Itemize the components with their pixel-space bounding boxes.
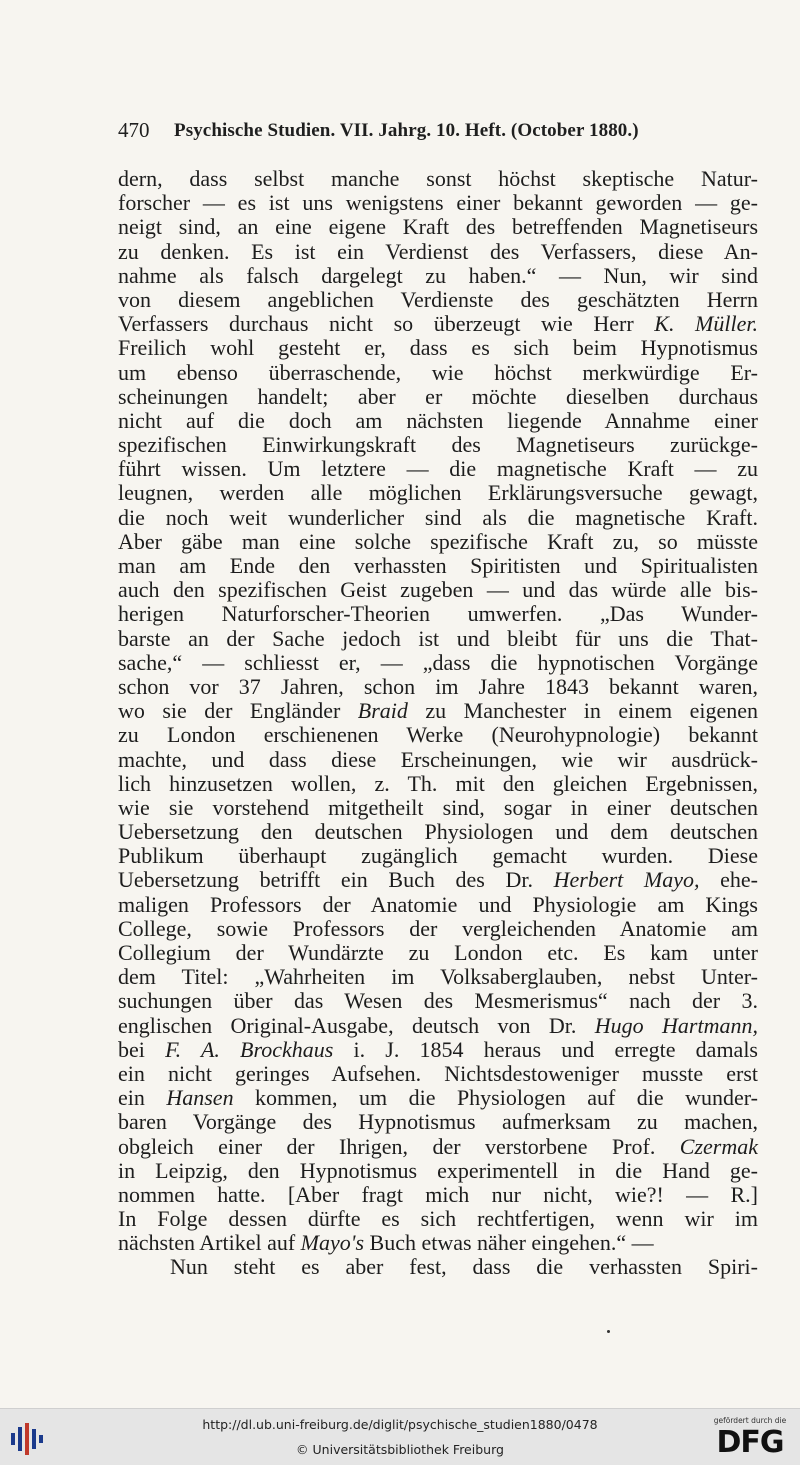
ink-speck [607, 1330, 610, 1333]
text-line [118, 699, 758, 723]
copyright-notice: © Universitätsbibliothek Freiburg [296, 1442, 504, 1457]
text-line: auch den spezifischen Geist zugeben — und das würde alle bis- [118, 577, 758, 603]
text-line: nicht auf die doch am nächsten liegende Annahme einer [118, 407, 758, 433]
page-header [118, 118, 758, 148]
text-line: Freilich wohl gesteht er, dass es sich beim Hypnotismus [118, 335, 758, 361]
text-line: College, sowie Professors der vergleichenden Anatomie am [118, 915, 758, 941]
dfg-logo[interactable]: DFG [716, 1425, 784, 1460]
text-line: leugnen, werden alle möglichen Erklärungsversuche gewagt, [118, 480, 758, 506]
text-line: zu denken. Es ist ein Verdienst des Verfassers, diese An- [118, 238, 758, 264]
text-line [118, 1038, 758, 1062]
text-line: ein nicht geringes Aufsehen. Nichtsdestoweniger musste erst [118, 1060, 758, 1086]
text-segment: Verfassers durchaus nicht so überzeugt wie Herr [118, 311, 655, 337]
text-segment: i. J. 1854 heraus und erregte damals [333, 1036, 758, 1062]
text-line: neigt sind, an eine eigene Kraft des betreffenden Magnetiseurs [118, 214, 758, 240]
text-line: dem Titel: „Wahrheiten im Volksaberglauben, nebst Unter- [118, 964, 758, 990]
text-segment: nächsten Artikel auf [118, 1230, 301, 1256]
text-line: sache,“ — schliesst er, — „dass die hypnotischen Vorgänge [118, 649, 758, 675]
text-line: zu London erschienenen Werke (Neurohypnologie) bekannt [118, 722, 758, 748]
text-line: suchungen über das Wesen des Mesmerismus“ nach der 3. [118, 988, 758, 1014]
text-line [118, 1231, 758, 1255]
text-line: wie sie vorstehend mitgetheilt sind, sogar in einer deutschen [118, 794, 758, 820]
text-line [118, 1086, 758, 1110]
text-line: herigen Naturforscher-Theorien umwerfen. „Das Wunder- [118, 601, 758, 627]
text-line: forscher — es ist uns wenigstens einer bekannt geworden — ge- [118, 190, 758, 216]
text-line [118, 312, 758, 336]
text-line: führt wissen. Um letztere — die magnetische Kraft — zu [118, 456, 758, 482]
text-line: barste an der Sache jedoch ist und bleibt für uns die That- [118, 625, 758, 651]
text-segment: ehe- [699, 867, 758, 893]
text-segment: zu Manchester in einem eigenen [407, 698, 758, 724]
text-segment: Buch etwas näher eingehen.“ — [364, 1230, 654, 1256]
text-line: baren Vorgänge des Hypnotismus aufmerksam zu machen, [118, 1109, 758, 1135]
text-line: nommen hatte. [Aber fragt mich nur nicht, wie?! — R.] [118, 1181, 758, 1207]
permalink-url[interactable]: http://dl.ub.uni-freiburg.de/diglit/psychische_studien1880/0478 [202, 1417, 598, 1432]
text-line: In Folge dessen dürfte es sich rechtfertigen, wenn wir im [118, 1206, 758, 1232]
text-line: maligen Professors der Anatomie und Physiologie am Kings [118, 891, 758, 917]
italic-name: Herbert Mayo, [553, 867, 700, 893]
text-line: von diesem angeblichen Verdienste des geschätzten Herrn [118, 286, 758, 312]
italic-name: K. Müller. [654, 311, 758, 337]
text-line: um ebenso überraschende, wie höchst merkwürdige Er- [118, 359, 758, 385]
text-line: Uebersetzung den deutschen Physiologen und dem deutschen [118, 819, 758, 845]
text-line: Aber gäbe man eine solche spezifische Kraft zu, so müsste [118, 528, 758, 554]
text-segment: englischen Original-Ausgabe, deutsch von Dr. [118, 1012, 595, 1038]
italic-name: Hugo Hartmann, [594, 1012, 758, 1038]
text-line [118, 1014, 758, 1038]
text-segment: bei [118, 1036, 166, 1062]
text-line [118, 868, 758, 892]
page-number: 470 [118, 118, 150, 142]
text-line: machte, und dass diese Erscheinungen, wie wir ausdrück- [118, 746, 758, 772]
italic-name: F. A. Brockhaus [165, 1036, 334, 1062]
text-line: spezifischen Einwirkungskraft des Magnetiseurs zurückge- [118, 432, 758, 458]
italic-name: Hansen [166, 1085, 234, 1111]
italic-name: Czermak [679, 1133, 758, 1159]
body-text [118, 167, 758, 1280]
text-segment: Uebersetzung betrifft ein Buch des Dr. [118, 867, 554, 893]
text-line: schon vor 37 Jahren, schon im Jahre 1843 bekannt waren, [118, 673, 758, 699]
text-segment: kommen, um die Physiologen auf die wunder- [233, 1085, 758, 1111]
text-segment: ein [118, 1085, 167, 1111]
text-line: in Leipzig, den Hypnotismus experimentell in die Hand ge- [118, 1157, 758, 1183]
text-line: Collegium der Wundärzte zu London etc. Es kam unter [118, 940, 758, 965]
text-line: die noch weit wunderlicher sind als die magnetische Kraft. [118, 504, 758, 530]
text-segment: obgleich einer der Ihrigen, der verstorbene Prof. [118, 1133, 680, 1159]
funded-by-label: gefördert durch die [713, 1416, 787, 1425]
text-segment: wo sie der Engländer [118, 698, 358, 724]
viewer-footer [0, 1408, 800, 1465]
text-line: scheinungen handelt; aber er möchte dieselben durchaus [118, 383, 758, 409]
text-line: lich hinzusetzen wollen, z. Th. mit den gleichen Ergebnissen, [118, 770, 758, 796]
running-title: Psychische Studien. VII. Jahrg. 10. Heft. (October 1880.) [174, 120, 639, 141]
text-line [118, 1135, 758, 1159]
text-line: man am Ende den verhassten Spiritisten und Spiritualisten [118, 553, 758, 578]
text-line: Publikum überhaupt zugänglich gemacht wurden. Diese [118, 843, 758, 869]
text-line: dern, dass selbst manche sonst höchst skeptische Natur- [118, 166, 758, 191]
italic-name: Mayo's [300, 1230, 365, 1256]
text-line: Nun steht es aber fest, dass die verhassten Spiri- [170, 1254, 758, 1280]
italic-name: Braid [357, 698, 408, 724]
text-line: nahme als falsch dargelegt zu haben.“ — Nun, wir sind [118, 262, 758, 288]
